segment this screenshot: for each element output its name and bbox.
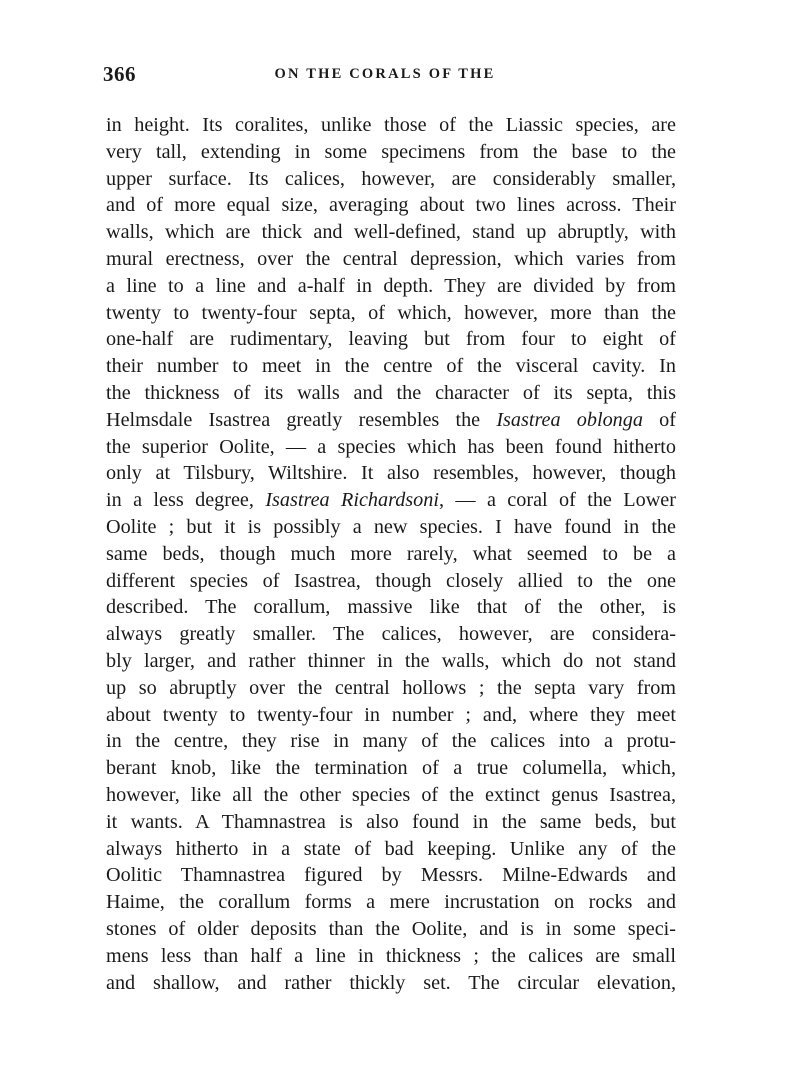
text-line [106, 943, 676, 970]
text-segment: a line to a line and a-half in depth. They are divided by from [106, 274, 676, 297]
text-line [106, 809, 676, 836]
text-line [106, 326, 676, 353]
text-segment: Helmsdale Isastrea greatly resembles the [106, 408, 497, 431]
text-line [106, 487, 676, 514]
text-line [106, 139, 676, 166]
text-line [106, 166, 676, 193]
text-line [106, 675, 676, 702]
text-segment: and of more equal size, averaging about two lines across. Their [106, 194, 676, 217]
text-line [106, 755, 676, 782]
text-segment: mural erectness, over the central depression, which varies from [106, 247, 676, 270]
text-segment: different species of Isastrea, though closely allied to the one [106, 569, 676, 592]
text-line [106, 728, 676, 755]
text-segment: in height. Its coralites, unlike those of the Liassic species, are [106, 114, 676, 136]
text-segment: very tall, extending in some specimens from the base to the [106, 140, 676, 163]
text-line [106, 862, 676, 889]
text-line [106, 568, 676, 595]
text-segment: about twenty to twenty-four in number ; and, where they meet [106, 703, 676, 726]
text-line [106, 648, 676, 675]
text-segment: berant knob, like the termination of a true columella, which, [106, 757, 676, 780]
text-line [106, 219, 676, 246]
text-line [106, 970, 676, 997]
text-segment: and shallow, and rather thickly set. The circular elevation, [106, 971, 676, 994]
text-line [106, 380, 676, 407]
text-line [106, 246, 676, 273]
text-segment: Haime, the corallum forms a mere incrustation on rocks and [106, 891, 676, 914]
text-segment: of [642, 408, 676, 431]
text-segment: in the centre, they rise in many of the calices into a protu- [106, 730, 676, 753]
text-segment: described. The corallum, massive like that of the other, is [106, 596, 676, 619]
text-segment: mens less than half a line in thickness ; the calices are small [106, 944, 676, 967]
text-line [106, 434, 676, 461]
text-segment: Oolite ; but it is possibly a new species. I have found in the [106, 515, 676, 538]
text-segment: , — a coral of the Lower [438, 489, 676, 512]
text-line [106, 460, 676, 487]
text-segment: upper surface. Its calices, however, are considerably smaller, [106, 167, 676, 190]
text-segment: twenty to twenty-four septa, of which, however, more than the [106, 301, 676, 324]
text-line [106, 594, 676, 621]
text-segment: always hitherto in a state of bad keeping. Unlike any of the [106, 837, 676, 860]
text-segment: only at Tilsbury, Wiltshire. It also resembles, however, though [106, 462, 676, 485]
text-line [106, 889, 676, 916]
text-segment: however, like all the other species of the extinct genus Isastrea, [106, 783, 676, 806]
text-segment: up so abruptly over the central hollows ; the septa vary from [106, 676, 676, 699]
text-line [106, 782, 676, 809]
text-line [106, 541, 676, 568]
text-segment: the superior Oolite, — a species which has been found hitherto [106, 435, 676, 458]
text-segment: same beds, though much more rarely, what seemed to be a [106, 542, 676, 565]
text-segment: bly larger, and rather thinner in the walls, which do not stand [106, 649, 676, 672]
text-line [106, 836, 676, 863]
text-line [106, 407, 676, 434]
text-segment: their number to meet in the centre of the visceral cavity. In [106, 355, 676, 378]
text-segment: one-half are rudimentary, leaving but from four to eight of [106, 328, 676, 351]
text-line [106, 702, 676, 729]
text-segment: in a less degree, [106, 489, 266, 512]
italic-species-name: Isastrea Richardsoni [265, 489, 439, 512]
text-segment: stones of older deposits than the Oolite, and is in some speci- [106, 917, 676, 940]
italic-species-name: Isastrea oblonga [496, 408, 643, 431]
text-line [106, 353, 676, 380]
text-segment: Oolitic Thamnastrea figured by Messrs. Milne-Edwards and [106, 864, 676, 887]
text-line [106, 514, 676, 541]
text-segment: it wants. A Thamnastrea is also found in the same beds, but [106, 810, 676, 833]
text-segment: walls, which are thick and well-defined, stand up abruptly, with [106, 221, 676, 244]
text-segment: the thickness of its walls and the character of its septa, this [106, 381, 676, 404]
text-line [106, 300, 676, 327]
text-line [106, 192, 676, 219]
running-title: ON THE CORALS OF THE [274, 66, 496, 82]
text-line [106, 916, 676, 943]
text-segment: always greatly smaller. The calices, however, are considera- [106, 623, 676, 646]
text-line [106, 621, 676, 648]
text-line [106, 273, 676, 300]
body-paragraph [106, 112, 676, 996]
page-number: 366 [103, 62, 136, 86]
text-line [106, 112, 676, 139]
